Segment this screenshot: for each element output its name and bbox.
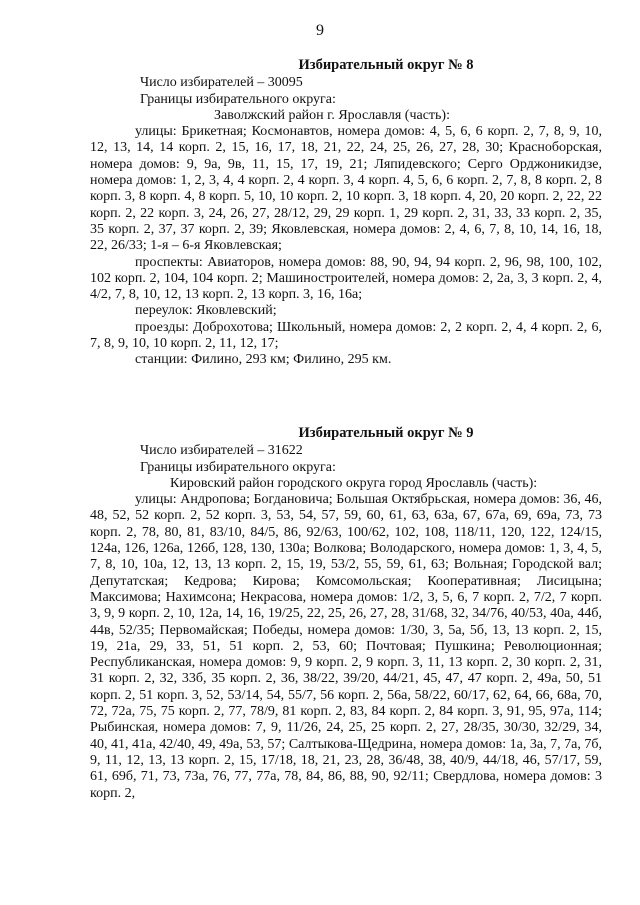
district-9-voters: Число избирателей – 31622: [140, 443, 303, 459]
district-8-section: [90, 57, 602, 369]
page-number: 9: [316, 22, 324, 39]
district-8-title: Избирательный округ № 8: [298, 57, 474, 73]
district-8-stations: станции: Филино, 293 км; Филино, 295 км.: [135, 352, 392, 368]
district-8-lane: переулок: Яковлевский;: [135, 303, 277, 319]
district-8-passages: проезды: Доброхотова; Школьный, номера домов: 2, 2 корп. 2, 4, 4 корп. 2, 6, 7, 8, 9, 10, 10 корп. 2, 11, 12, 17;: [90, 319, 602, 352]
district-9-streets: улицы: Андропова; Богдановича; Большая Октябрьская, номера домов: 36, 46, 48, 52, 52 корп. 2, 52 корп. 3, 53, 54, 57, 59, 60, 61, 63, 63а, 67, 67а, 69, 69а, 73, 73 корп. 2, 78, 80, 81, 83/10, 84/5, 86, 92/63, 100/62, 102, 108, 118/11, 120, 122, 124/15, 124а, 126, 126а, 126б, 128, 130, 130а; Волкова; Володарского, номера домов: 1, 3, 4, 5, 7, 8, 10, 10а, 12, 13, 13 корп. 2, 15, 19, 53/2, 55, 59, 61, 63; Вольная; Городской вал; Депутатская; Кедрова; Кирова; Комсомольская; Кооперативная; Лисицына; Максимова; Нахимсона; Некрасова, номера домов: 1/2, 3, 5, 6, 7 корп. 2, 7/2, 7 корп. 3, 9, 9 корп. 2, 10, 12а, 14, 16, 19/25, 22, 25, 26, 27, 28, 31/68, 32, 34/76, 40/53, 40а, 44б, 44в, 52/35; Первомайская; Победы, номера домов: 1/30, 3, 5а, 5б, 13, 13 корп. 2, 15, 19, 21а, 29, 33, 51, 51 корп. 2, 53, 60; Почтовая; Пушкина; Революционная; Республиканская, номера домов: 9, 9 корп. 2, 9 корп. 3, 11, 13 корп. 2, 30 корп. 2, 31, 31 корп. 2, 32, 33б, 35 корп. 2, 36, 38/22, 39/20, 44/21, 45, 47, 47 корп. 2, 49а, 50, 51 корп. 2, 51 корп. 3, 52, 53/14, 54, 55/7, 56 корп. 2, 56а, 58/22, 60/17, 62, 64, 66, 68а, 70, 72, 72а, 75, 75 корп. 2, 77, 78/9, 81 корп. 2, 83, 84 корп. 2, 84 корп. 3, 91, 95, 97а, 114; Рыбинская, номера домов: 7, 9, 11/26, 24, 25, 25 корп. 2, 27, 28/35, 30/30, 32/29, 34, 40, 41, 41а, 42/40, 49, 49а, 53, 57; Салтыкова-Щедрина, номера домов: 1а, 3а, 7, 7а, 7б, 9, 11, 12, 13, 13 корп. 2, 15, 17/18, 18, 21, 23, 28, 36/48, 38, 40/9, 44/18, 46, 57/17, 59, 61, 69б, 71, 73, 73а, 76, 77, 77а, 78, 84, 86, 88, 90, 92/11; Свердлова, номера домов: 3 корп. 2,: [90, 492, 602, 801]
district-9-bounds-label: Границы избирательного округа:: [140, 459, 336, 475]
district-8-avenues: проспекты: Авиаторов, номера домов: 88, 90, 94, 94 корп. 2, 96, 98, 100, 102, 102 корп. 2, 104, 104 корп. 2; Машиностроителей, номера домов: 2, 2а, 3, 3 корп. 2, 4, 4/2, 7, 8, 10, 12, 13 корп. 2, 13 корп. 3, 16, 16а;: [90, 254, 602, 303]
district-8-area: Заволжский район г. Ярославля (часть):: [214, 107, 450, 123]
district-9-title: Избирательный округ № 9: [298, 425, 474, 441]
district-9-area: Кировский район городского округа город Ярославль (часть):: [170, 475, 538, 491]
district-9-section: [90, 425, 602, 802]
district-8-voters: Число избирателей – 30095: [140, 75, 303, 91]
district-8-streets: улицы: Брикетная; Космонавтов, номера домов: 4, 5, 6, 6 корп. 2, 7, 8, 9, 10, 12, 13, 14, 14 корп. 2, 15, 16, 17, 18, 21, 22, 24, 25, 26, 27, 28, 30; Красноборская, номера домов: 9, 9а, 9в, 11, 15, 17, 19, 21; Ляпидевского; Серго Орджоникидзе, номера домов: 1, 2, 3, 4, 4 корп. 2, 4 корп. 3, 4 корп. 4, 5, 6, 6 корп. 2, 7, 8, 8 корп. 2, 8 корп. 3, 8 корп. 4, 8 корп. 5, 10, 10 корп. 2, 10 корп. 3, 18 корп. 4, 20, 20 корп. 2, 22, 22 корп. 2, 22 корп. 3, 24, 26, 27, 28/12, 29, 29 корп. 1, 29 корп. 2, 31, 33, 33 корп. 2, 35, 35 корп. 2, 37, 37 корп. 2, 39; Яковлевская, номера домов: 2, 4, 6, 7, 8, 10, 14, 16, 18, 22, 26/33; 1-я – 6-я Яковлевская;: [90, 124, 602, 254]
district-8-bounds-label: Границы избирательного округа:: [140, 91, 336, 107]
